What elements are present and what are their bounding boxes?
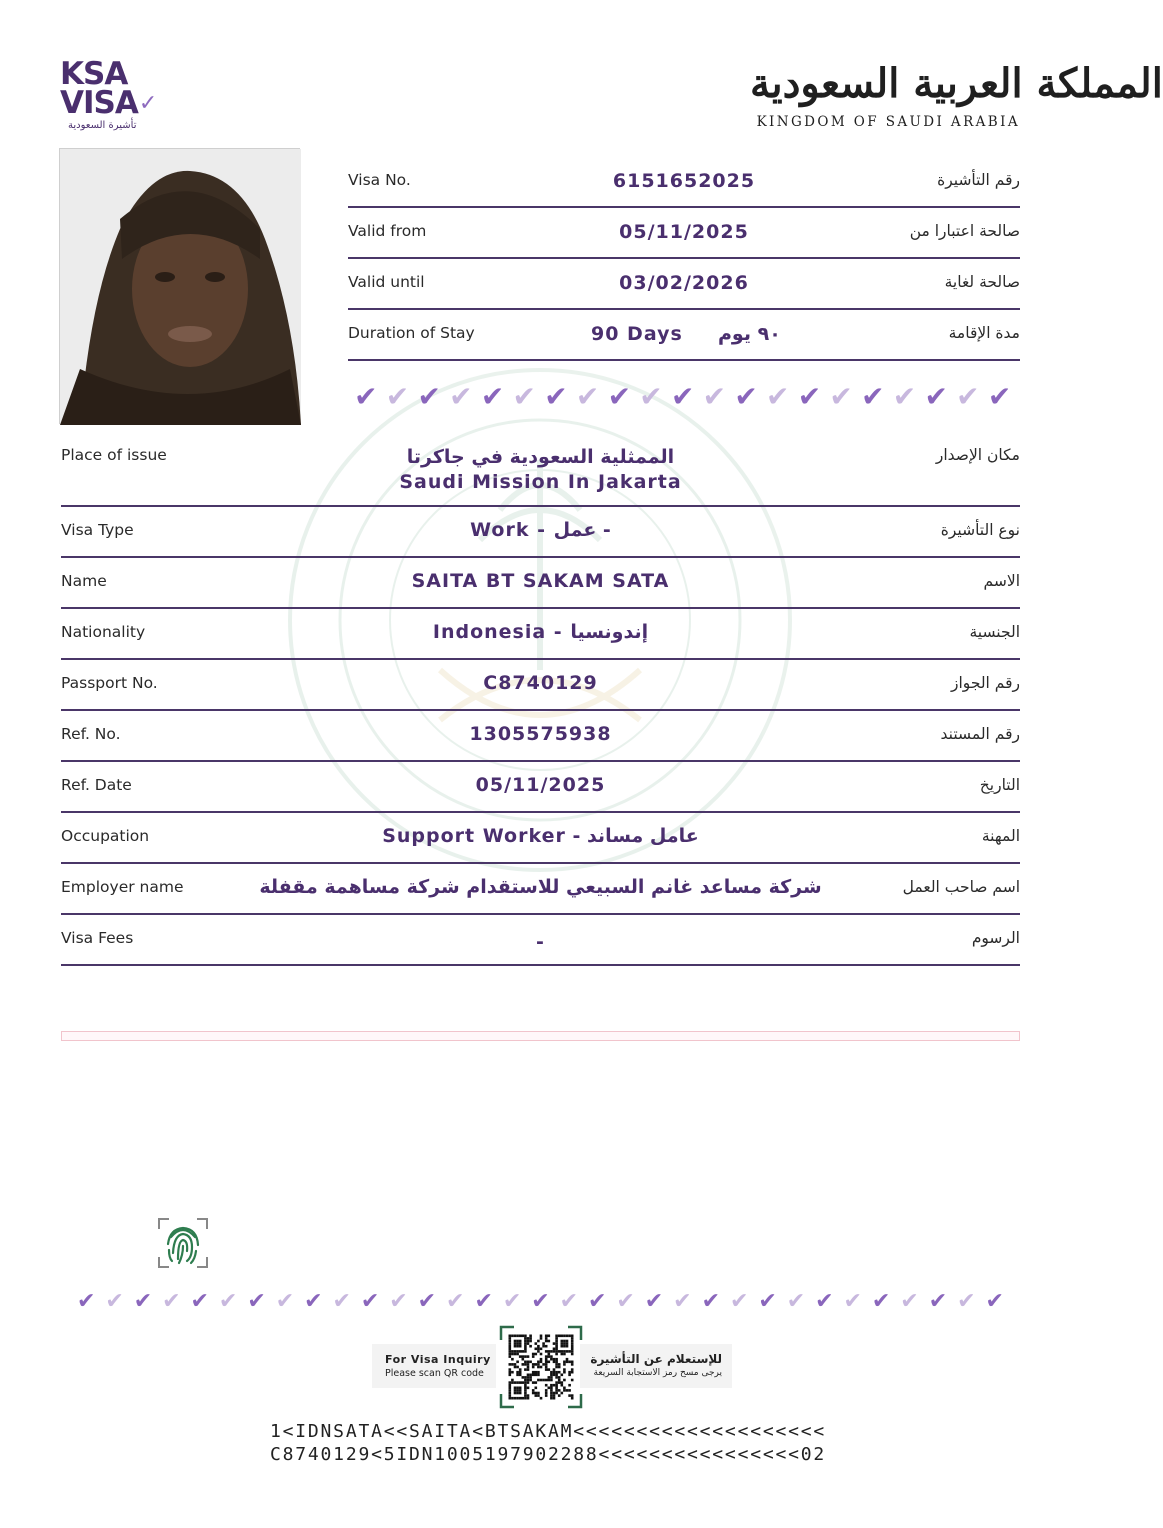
place-of-issue-label-ar: مكان الإصدار <box>935 446 1020 464</box>
name-row <box>61 558 1020 609</box>
check-icon: ✔ <box>531 1289 550 1314</box>
check-icon: ✔ <box>702 380 727 413</box>
check-icon: ✔ <box>644 1289 664 1314</box>
holder-photo <box>59 148 300 424</box>
valid-from-value: 05/11/2025 <box>619 221 749 243</box>
check-icon: ✔ <box>797 380 822 413</box>
fees-value: - <box>536 931 545 953</box>
check-icon: ✔ <box>162 1289 181 1314</box>
pink-security-strip <box>61 1031 1020 1041</box>
check-icon: ✔ <box>729 1289 749 1314</box>
check-icon: ✔ <box>987 380 1012 413</box>
visa-inquiry-panel <box>372 1326 732 1406</box>
duration-row <box>348 310 1020 361</box>
passport-label: Passport No. <box>61 674 158 692</box>
check-icon: ✔ <box>639 380 663 413</box>
fees-label-ar: الرسوم <box>971 929 1020 947</box>
check-icon: ✔ <box>502 1289 522 1314</box>
check-icon: ✔ <box>861 380 885 413</box>
mrz-line-1: 1<IDNSATA<<SAITA<BTSAKAM<<<<<<<<<<<<<<<<<<<< <box>270 1421 827 1442</box>
ref-number-value: 1305575938 <box>469 723 612 745</box>
check-icon: ✔ <box>766 380 790 413</box>
valid-until-value: 03/02/2026 <box>619 272 749 294</box>
ref-date-value: 05/11/2025 <box>475 774 606 796</box>
nationality-value: Indonesia - إندونسيا <box>432 621 649 643</box>
check-icon: ✔ <box>758 1289 777 1314</box>
inquiry-english-box <box>372 1344 496 1388</box>
check-icon: ✔ <box>928 1289 948 1314</box>
ref-date-label-ar: التاريخ <box>979 776 1020 794</box>
valid-from-row <box>348 208 1020 259</box>
occupation-label-ar: المهنة <box>981 827 1020 845</box>
check-icon: ✔ <box>670 380 695 413</box>
visa-type-label: Visa Type <box>61 521 134 539</box>
check-icon: ✔ <box>417 1289 437 1314</box>
ref-date-label: Ref. Date <box>61 776 132 794</box>
valid-until-label: Valid until <box>348 273 425 291</box>
duration-value-en: 90 Days <box>591 323 683 345</box>
place-of-issue-row <box>61 432 1020 507</box>
valid-until-row <box>348 259 1020 310</box>
place-of-issue-value-ar: الممثلية السعودية في جاكرتا <box>406 446 675 468</box>
check-icon: ✔ <box>105 1289 124 1314</box>
check-icon: ✔ <box>734 380 758 413</box>
check-icon: ✔ <box>607 380 632 413</box>
occupation-row <box>61 813 1020 864</box>
duration-label-ar: مدة الإقامة <box>948 324 1020 342</box>
employer-value: شركة مساعد غانم السبيعي للاستقدام شركة مساهمة مقفلة <box>259 876 822 898</box>
check-icon: ✔ <box>190 1289 209 1314</box>
visa-number-label: Visa No. <box>348 171 411 189</box>
check-icon: ✔ <box>588 1289 607 1314</box>
passport-value: C8740129 <box>483 672 598 694</box>
employer-label-ar: اسم صاحب العمل <box>902 878 1020 896</box>
ksa-visa-logo <box>60 56 160 140</box>
name-value: SAITA BT SAKAM SATA <box>411 570 670 592</box>
check-icon: ✔ <box>815 1289 834 1314</box>
check-icon: ✔ <box>385 380 410 413</box>
occupation-label: Occupation <box>61 827 150 845</box>
visa-type-label-ar: نوع التأشيرة <box>940 521 1020 539</box>
inquiry-subtitle-ar: يرجى مسح رمز الاستجابة السريعة <box>593 1368 722 1378</box>
check-icon: ✔ <box>957 1289 976 1314</box>
check-icon: ✔ <box>133 1289 153 1314</box>
kingdom-english-title: KINGDOM OF SAUDI ARABIA <box>756 114 1020 130</box>
visa-number-value: 6151652025 <box>612 170 756 192</box>
place-of-issue-label: Place of issue <box>61 446 167 464</box>
ref-number-label: Ref. No. <box>61 725 121 743</box>
valid-from-label-ar: صالحة اعتبارا من <box>909 222 1020 240</box>
check-icon: ✔ <box>354 380 378 413</box>
check-icon: ✔ <box>480 380 505 413</box>
kingdom-header <box>750 58 1163 130</box>
check-icon: ✔ <box>829 380 853 413</box>
inquiry-title-ar: للإستعلام عن التأشيرة <box>590 1352 722 1366</box>
occupation-value: عامل مساند - Support Worker <box>382 825 699 847</box>
ref-number-label-ar: رقم المستند <box>940 725 1020 743</box>
nationality-row <box>61 609 1020 660</box>
mrz-line-2: C8740129<5IDN1005197902288<<<<<<<<<<<<<<<<02 <box>270 1444 827 1465</box>
visa-number-label-ar: رقم التأشيرة <box>937 171 1020 189</box>
ref-date-row <box>61 762 1020 813</box>
check-icon: ✔ <box>956 380 980 413</box>
check-icon: ✔ <box>304 1289 323 1314</box>
name-label-ar: الاسم <box>983 572 1020 590</box>
inquiry-subtitle-en: Please scan QR code <box>385 1368 484 1379</box>
logo-text-visa: VISA <box>60 85 138 121</box>
ref-number-row <box>61 711 1020 762</box>
check-icon: ✔ <box>786 1289 806 1314</box>
check-pattern-band-top <box>350 378 1020 416</box>
check-icon: ✔ <box>417 380 441 413</box>
check-icon: ✔ <box>332 1289 351 1314</box>
place-of-issue-value-en: Saudi Mission In Jakarta <box>399 471 682 493</box>
visa-type-value: Work - عمل - <box>470 519 611 541</box>
kingdom-arabic-title: المملكة العربية السعودية <box>750 60 1163 107</box>
check-icon: ✔ <box>449 380 473 413</box>
fingerprint-icon <box>157 1217 209 1269</box>
check-icon: ✔ <box>575 380 600 413</box>
duration-label: Duration of Stay <box>348 324 475 342</box>
check-icon: ✔ <box>389 1289 408 1314</box>
check-icon: ✔ <box>559 1289 579 1314</box>
logo-arabic-text: تأشيرة السعودية <box>68 120 137 131</box>
duration-value-ar: ٩٠ يوم <box>718 323 781 345</box>
valid-from-label: Valid from <box>348 222 427 240</box>
inquiry-title-en: For Visa Inquiry <box>385 1353 491 1366</box>
check-icon: ✔ <box>474 1289 493 1314</box>
visa-number-row <box>348 157 1020 208</box>
check-icon: ✔ <box>76 1289 96 1314</box>
passport-row <box>61 660 1020 711</box>
check-icon: ✔ <box>924 380 948 413</box>
check-pattern-band-bottom <box>72 1286 1012 1318</box>
check-icon: ✔ <box>701 1289 720 1314</box>
check-icon: ✔ <box>512 380 537 413</box>
check-icon: ✔ <box>673 1289 692 1314</box>
nationality-label: Nationality <box>61 623 146 641</box>
check-icon: ✔ <box>892 380 917 413</box>
check-icon: ✓ <box>138 91 157 116</box>
nationality-label-ar: الجنسية <box>969 623 1020 641</box>
employer-label: Employer name <box>61 878 184 896</box>
fees-label: Visa Fees <box>61 929 134 947</box>
valid-until-label-ar: صالحة لغاية <box>944 273 1020 291</box>
check-icon: ✔ <box>247 1289 266 1314</box>
check-icon: ✔ <box>871 1289 891 1314</box>
check-icon: ✔ <box>900 1289 919 1314</box>
qr-code[interactable] <box>500 1326 582 1408</box>
logo-text-ksa: KSA <box>60 56 128 92</box>
employer-row <box>61 864 1020 915</box>
check-icon: ✔ <box>446 1289 465 1314</box>
check-icon: ✔ <box>360 1289 380 1314</box>
inquiry-arabic-box <box>580 1344 732 1388</box>
check-icon: ✔ <box>985 1289 1004 1314</box>
name-label: Name <box>61 572 107 590</box>
check-icon: ✔ <box>218 1289 238 1314</box>
passport-label-ar: رقم الجواز <box>951 674 1020 692</box>
check-icon: ✔ <box>275 1289 295 1314</box>
check-icon: ✔ <box>843 1289 862 1314</box>
fees-row <box>61 915 1020 966</box>
check-icon: ✔ <box>616 1289 635 1314</box>
visa-type-row <box>61 507 1020 558</box>
check-icon: ✔ <box>544 380 568 413</box>
